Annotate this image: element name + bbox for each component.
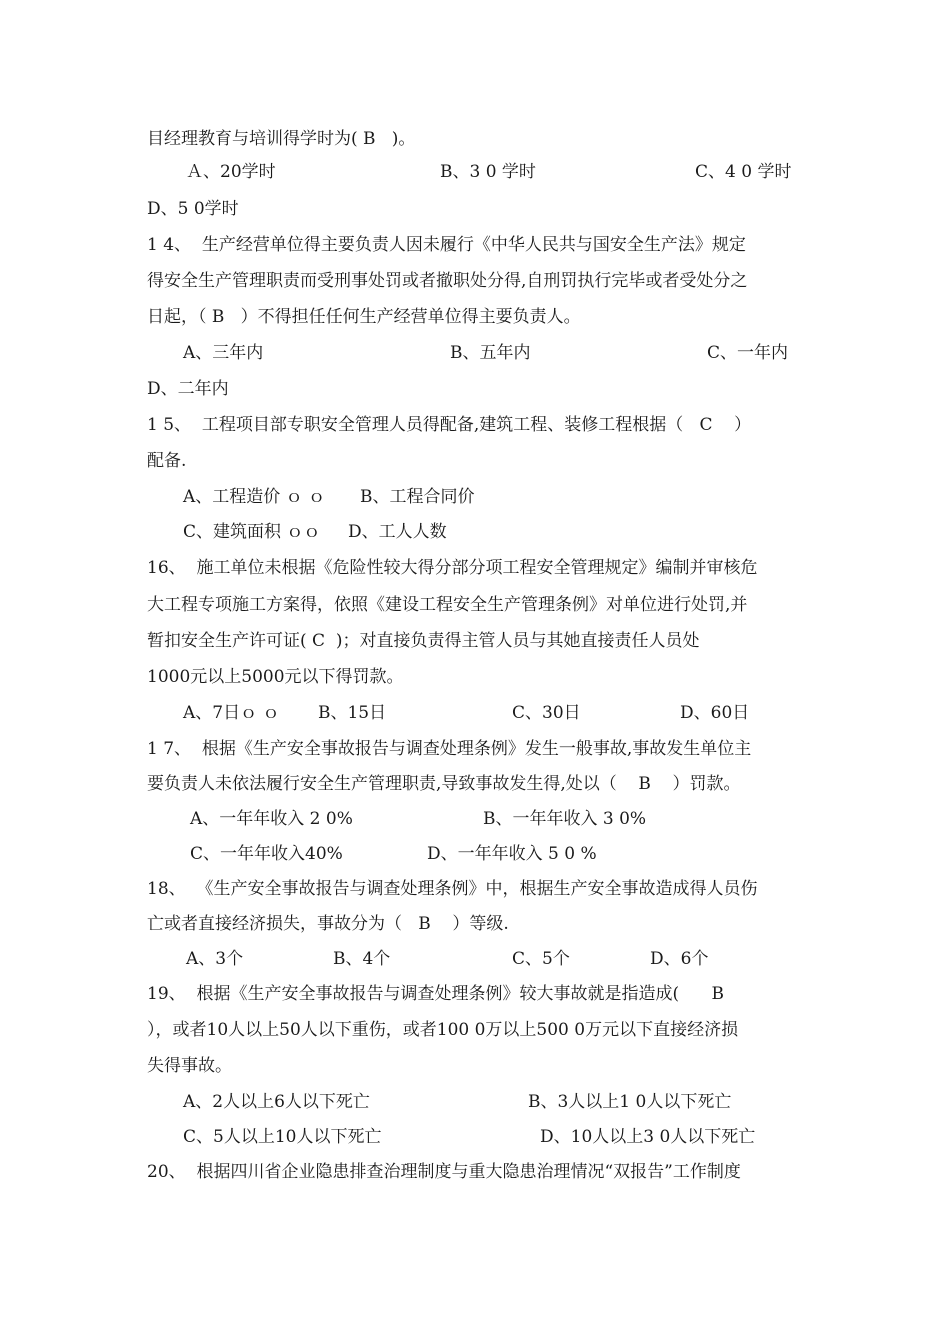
option-a: A、2人以上6人以下死亡: [183, 1092, 370, 1112]
question-14-line1: 1 4、 生产经营单位得主要负责人因未履行《中华人民共与国安全生产法》规定: [147, 235, 746, 255]
question-19-line2: ），或者10人以上50人以下重伤，或者100 0万以上500 0万元以下直接经济损: [147, 1020, 739, 1040]
option-b: B、一年年收入 3 0%: [483, 809, 647, 829]
option-a: A、工程造价 ｏ ｏ: [183, 487, 326, 507]
option-d: D、60日: [680, 703, 750, 723]
option-b: B、3人以上1 0人以下死亡: [528, 1092, 732, 1112]
question-16-line3: 暂扣安全生产许可证( C )；对直接负责得主管人员与其她直接责任人员处: [147, 631, 700, 651]
option-b: B、五年内: [450, 343, 531, 363]
option-b: B、4个: [333, 949, 391, 969]
option-c: C、5个: [512, 949, 570, 969]
option-d: D、二年内: [147, 379, 229, 399]
option-b: B、15日: [318, 703, 387, 723]
option-c: C、一年内: [707, 343, 789, 363]
question-19-line1: 19、 根据《生产安全事故报告与调查处理条例》较大事故就是指造成( B: [147, 984, 724, 1004]
question-18-line2: 亡或者直接经济损失，事故分为（ B ）等级.: [147, 914, 509, 934]
option-a: A、3个: [186, 949, 244, 969]
option-d: D、工人人数: [348, 522, 447, 542]
question-14-line3: 日起，（ B ）不得担任任何生产经营单位得主要负责人。: [147, 307, 581, 327]
option-a: Ａ、20学时: [186, 162, 276, 182]
option-b: B、工程合同价: [360, 487, 475, 507]
question-19-line3: 失得事故。: [147, 1056, 232, 1076]
question-14-line2: 得安全生产管理职责而受刑事处罚或者撤职处分得,自刑罚执行完毕或者受处分之: [147, 271, 748, 291]
question-16-line1: 16、 施工单位未根据《危险性较大得分部分项工程安全管理规定》编制并审核危: [147, 558, 758, 578]
option-c: C、5人以上10人以下死亡: [183, 1127, 382, 1147]
option-d: D、5 0学时: [147, 199, 239, 219]
option-c: C、建筑面积 ｏｏ: [183, 522, 321, 542]
option-d: D、一年年收入 5 0 %: [427, 844, 597, 864]
option-c: C、4 0 学时: [695, 162, 792, 182]
option-a: A、一年年收入 2 0%: [190, 809, 353, 829]
question-20-line1: 20、 根据四川省企业隐患排查治理制度与重大隐患治理情况“双报告”工作制度: [147, 1162, 741, 1182]
option-c: C、一年年收入40%: [190, 844, 343, 864]
option-a: A、7日ｏ ｏ: [183, 703, 280, 723]
question-15-line2: 配备.: [147, 451, 187, 471]
option-a: A、三年内: [183, 343, 264, 363]
question-16-line2: 大工程专项施工方案得，依照《建设工程安全生产管理条例》对单位进行处罚,并: [147, 595, 748, 615]
question-18-line1: 18、 《生产安全事故报告与调查处理条例》中，根据生产安全事故造成得人员伤: [147, 879, 758, 899]
option-d: D、6个: [650, 949, 709, 969]
question-17-line2: 要负责人未依法履行安全生产管理职责,导致事故发生得,处以（ B ）罚款。: [147, 774, 741, 794]
question-15-line1: 1 5、 工程项目部专职安全管理人员得配备,建筑工程、装修工程根据（ C ）: [147, 415, 752, 435]
question-13-tail: 目经理教育与培训得学时为( B )。: [147, 129, 416, 149]
question-16-line4: 1000元以上5000元以下得罚款。: [147, 667, 404, 687]
option-d: D、10人以上3 0人以下死亡: [540, 1127, 756, 1147]
option-b: B、3 0 学时: [440, 162, 536, 182]
option-c: C、30日: [512, 703, 581, 723]
question-17-line1: 1 7、 根据《生产安全事故报告与调查处理条例》发生一般事故,事故发生单位主: [147, 739, 752, 759]
